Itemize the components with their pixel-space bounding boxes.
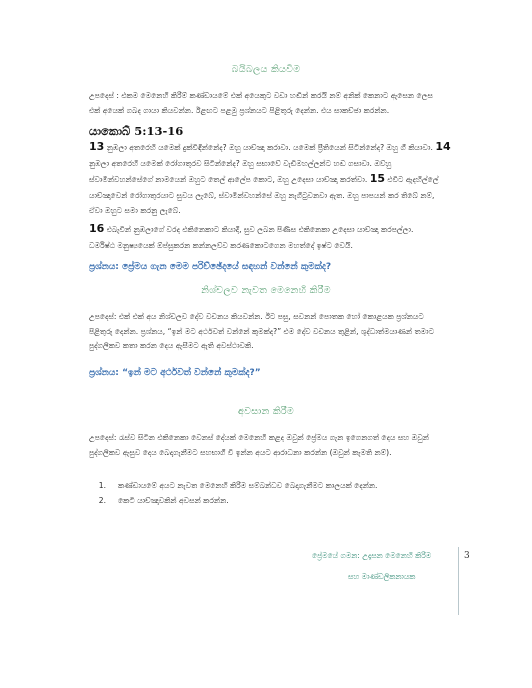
- scripture-reference: යාකොබ් 5:13-16: [89, 124, 184, 138]
- instructions-paragraph-2: [89, 310, 457, 354]
- verse-number-15: 15: [369, 172, 386, 185]
- instructions2-line-2: පිළිතුරු දෙන්න. ප්‍රශ්නය, “ඉන් මට අර්ථවත් වන්නේ කුමක්ද?” එම දේව වචනය තුළින්, ශුද්ධාත්මයාණන් තමාට: [89, 326, 435, 336]
- question-2: [89, 368, 261, 378]
- question-1-text: ප්‍රේමය ගැන මෙම පරිච්ඡේදයේ සඳහන් වන්නේ කුමක්ද?: [122, 262, 332, 272]
- scripture-line-3: [89, 171, 457, 188]
- page-number: 3: [464, 551, 470, 561]
- verse-13-text: නුඹලා අතරෙහි යමෙක් දුක්විඳින්නේද? ඔහු යාච්ඤා කරාවා. යමෙක් ප්‍රීතියෙන් සිටින්නේද? ඔහු ගී කියාවා.: [104, 143, 433, 152]
- verse-16-text: එබැවින් නුඹලාගේ වරද එකිනෙකාට කියාදී, සුව ලබන පිණිස එකිනෙකා උදෙසා යාච්ඤා කරපල්ලා.: [104, 225, 414, 234]
- question-1-label: ප්‍රශ්නය:: [89, 262, 119, 272]
- instructions-line-1: උපදෙස් : එකම මෙනෙහි කිරීම් කණ්ඩායමේ එක් අයෙකුට වඩා හඬින් කරයි නම් අනික් කෙනාට ඇසෙන ලෙස: [89, 91, 433, 100]
- scripture-line-2: නුඹලා අතරෙහි යමෙක් රෝගාතුරව සිටින්නේද? ඔහු සභාවේ වැඩිමහල්ලන්ට හඬ ගසාවා. ඔව්හු: [89, 158, 392, 168]
- list-item-text: කෙටි යාච්ඤාවකින් අවසන් කරන්න.: [118, 496, 229, 505]
- instructions3-line-2: පුද්ගලිකව ඇසුව දෙය බෙදාගැනීමට සහභාගී වී ඉන්න අයට ආරාධනා කරන්න (ඔවුන් කැමති නම්).: [89, 447, 392, 457]
- scripture-passage-verse-16: [89, 221, 457, 253]
- footer-title-line-2: සහ මාණ්ඩලිකනායක: [348, 572, 416, 581]
- heading-bible-reading: බයිබලය කියවීම: [231, 64, 301, 75]
- instructions-paragraph-3: [89, 431, 457, 460]
- scripture-line-7: ධර්මිෂ්ඨ මනුෂ්‍යයෙක් ඕප්සුකරන කන්නලව්ව කරණකොටගෙන මහත්දේ ඉෂ්ට වෙයි.: [89, 240, 353, 250]
- question-1: [89, 262, 331, 272]
- instructions2-line-1: උපදෙස්: එක් එක් අය නිශ්චලව දේව වචනය කියවන්න. ඊට පසු, සවනන් පොතක හෝ කොළයක ප්‍රශ්නයට: [89, 312, 424, 321]
- verse-number-13: 13: [89, 140, 105, 153]
- scripture-line-5: ඒවා ඔහුට සමා කරනු ලැබේ.: [89, 206, 181, 215]
- scripture-line-4: යාච්ඤාවෙන් රෝගාතුරයාට සුවය ලැබේ, ස්වාමීන්වහන්සේ ඔහු නැගිටුවනවා ඇත. ඔහු පාපයන් කර තිබේ නම්,: [89, 190, 435, 200]
- verse-number-16: 16: [89, 222, 105, 235]
- heading-silent-meditation: නිශ්චලව නැවත මෙනෙහි කිරීම: [201, 285, 331, 296]
- scripture-passage: [89, 139, 457, 219]
- question-2-label: ප්‍රශ්නය:: [89, 368, 119, 378]
- list-item-text: කණ්ඩායමේ අයට නැවත මෙනෙහි කිරීම සම්බන්ධව බෙදාගැනීමට කාලයක් දෙන්න.: [118, 481, 378, 490]
- question-2-text: “ඉන් මට අර්ථවත් වන්නේ කුමක්ද?”: [122, 368, 261, 378]
- list-item-number: 2.: [98, 496, 106, 505]
- list-item: [80, 493, 377, 508]
- closing-steps-list: [80, 478, 377, 508]
- heading-closing: අවසාන කිරීම: [237, 406, 295, 417]
- list-item: [80, 478, 377, 493]
- instructions-paragraph-1: [89, 89, 457, 118]
- list-item-number: 1.: [98, 481, 106, 490]
- instructions3-line-1: උපදෙස්: රැස්ව සිටින එකිනෙකා වෙනස් දේයක් මෙනෙහි කළද ඔවුන් ප්‍රේමය ගැන ඉගෙනගත් දෙය සහ ඔවුන්: [89, 433, 429, 442]
- scripture-line-6: [89, 221, 457, 238]
- verse-15-text: එවිට ඇදහිල්ලේ: [385, 175, 439, 184]
- verse-14-text-cont: ස්වාමීන්වහන්සේගේ නාමයෙන් ඔහුට තෙල් ආලේප කොට, ඔහු උදෙසා යාච්ඤා කරත්වා.: [89, 175, 368, 184]
- instructions-line-2: එක් අයෙක් ගබද ගායා කියවන්න. ඊළඟට පළමු ප්‍රශ්නයට පිළිතුරු දෙන්න. එය සාකච්ඡා කරන්න.: [89, 105, 390, 115]
- scripture-line-1: [89, 139, 457, 156]
- instructions2-line-3: පුද්ගලිකව කතා කරන දෙය ඇසීමට ඇති අවස්ථාවකි.: [89, 341, 254, 350]
- verse-number-14: 14: [435, 140, 451, 153]
- footer-divider: [458, 547, 459, 615]
- footer-title-line-1: ප්‍රේමයේ ගමන: උදෑසන මෙනෙහි කිරීම: [312, 551, 432, 560]
